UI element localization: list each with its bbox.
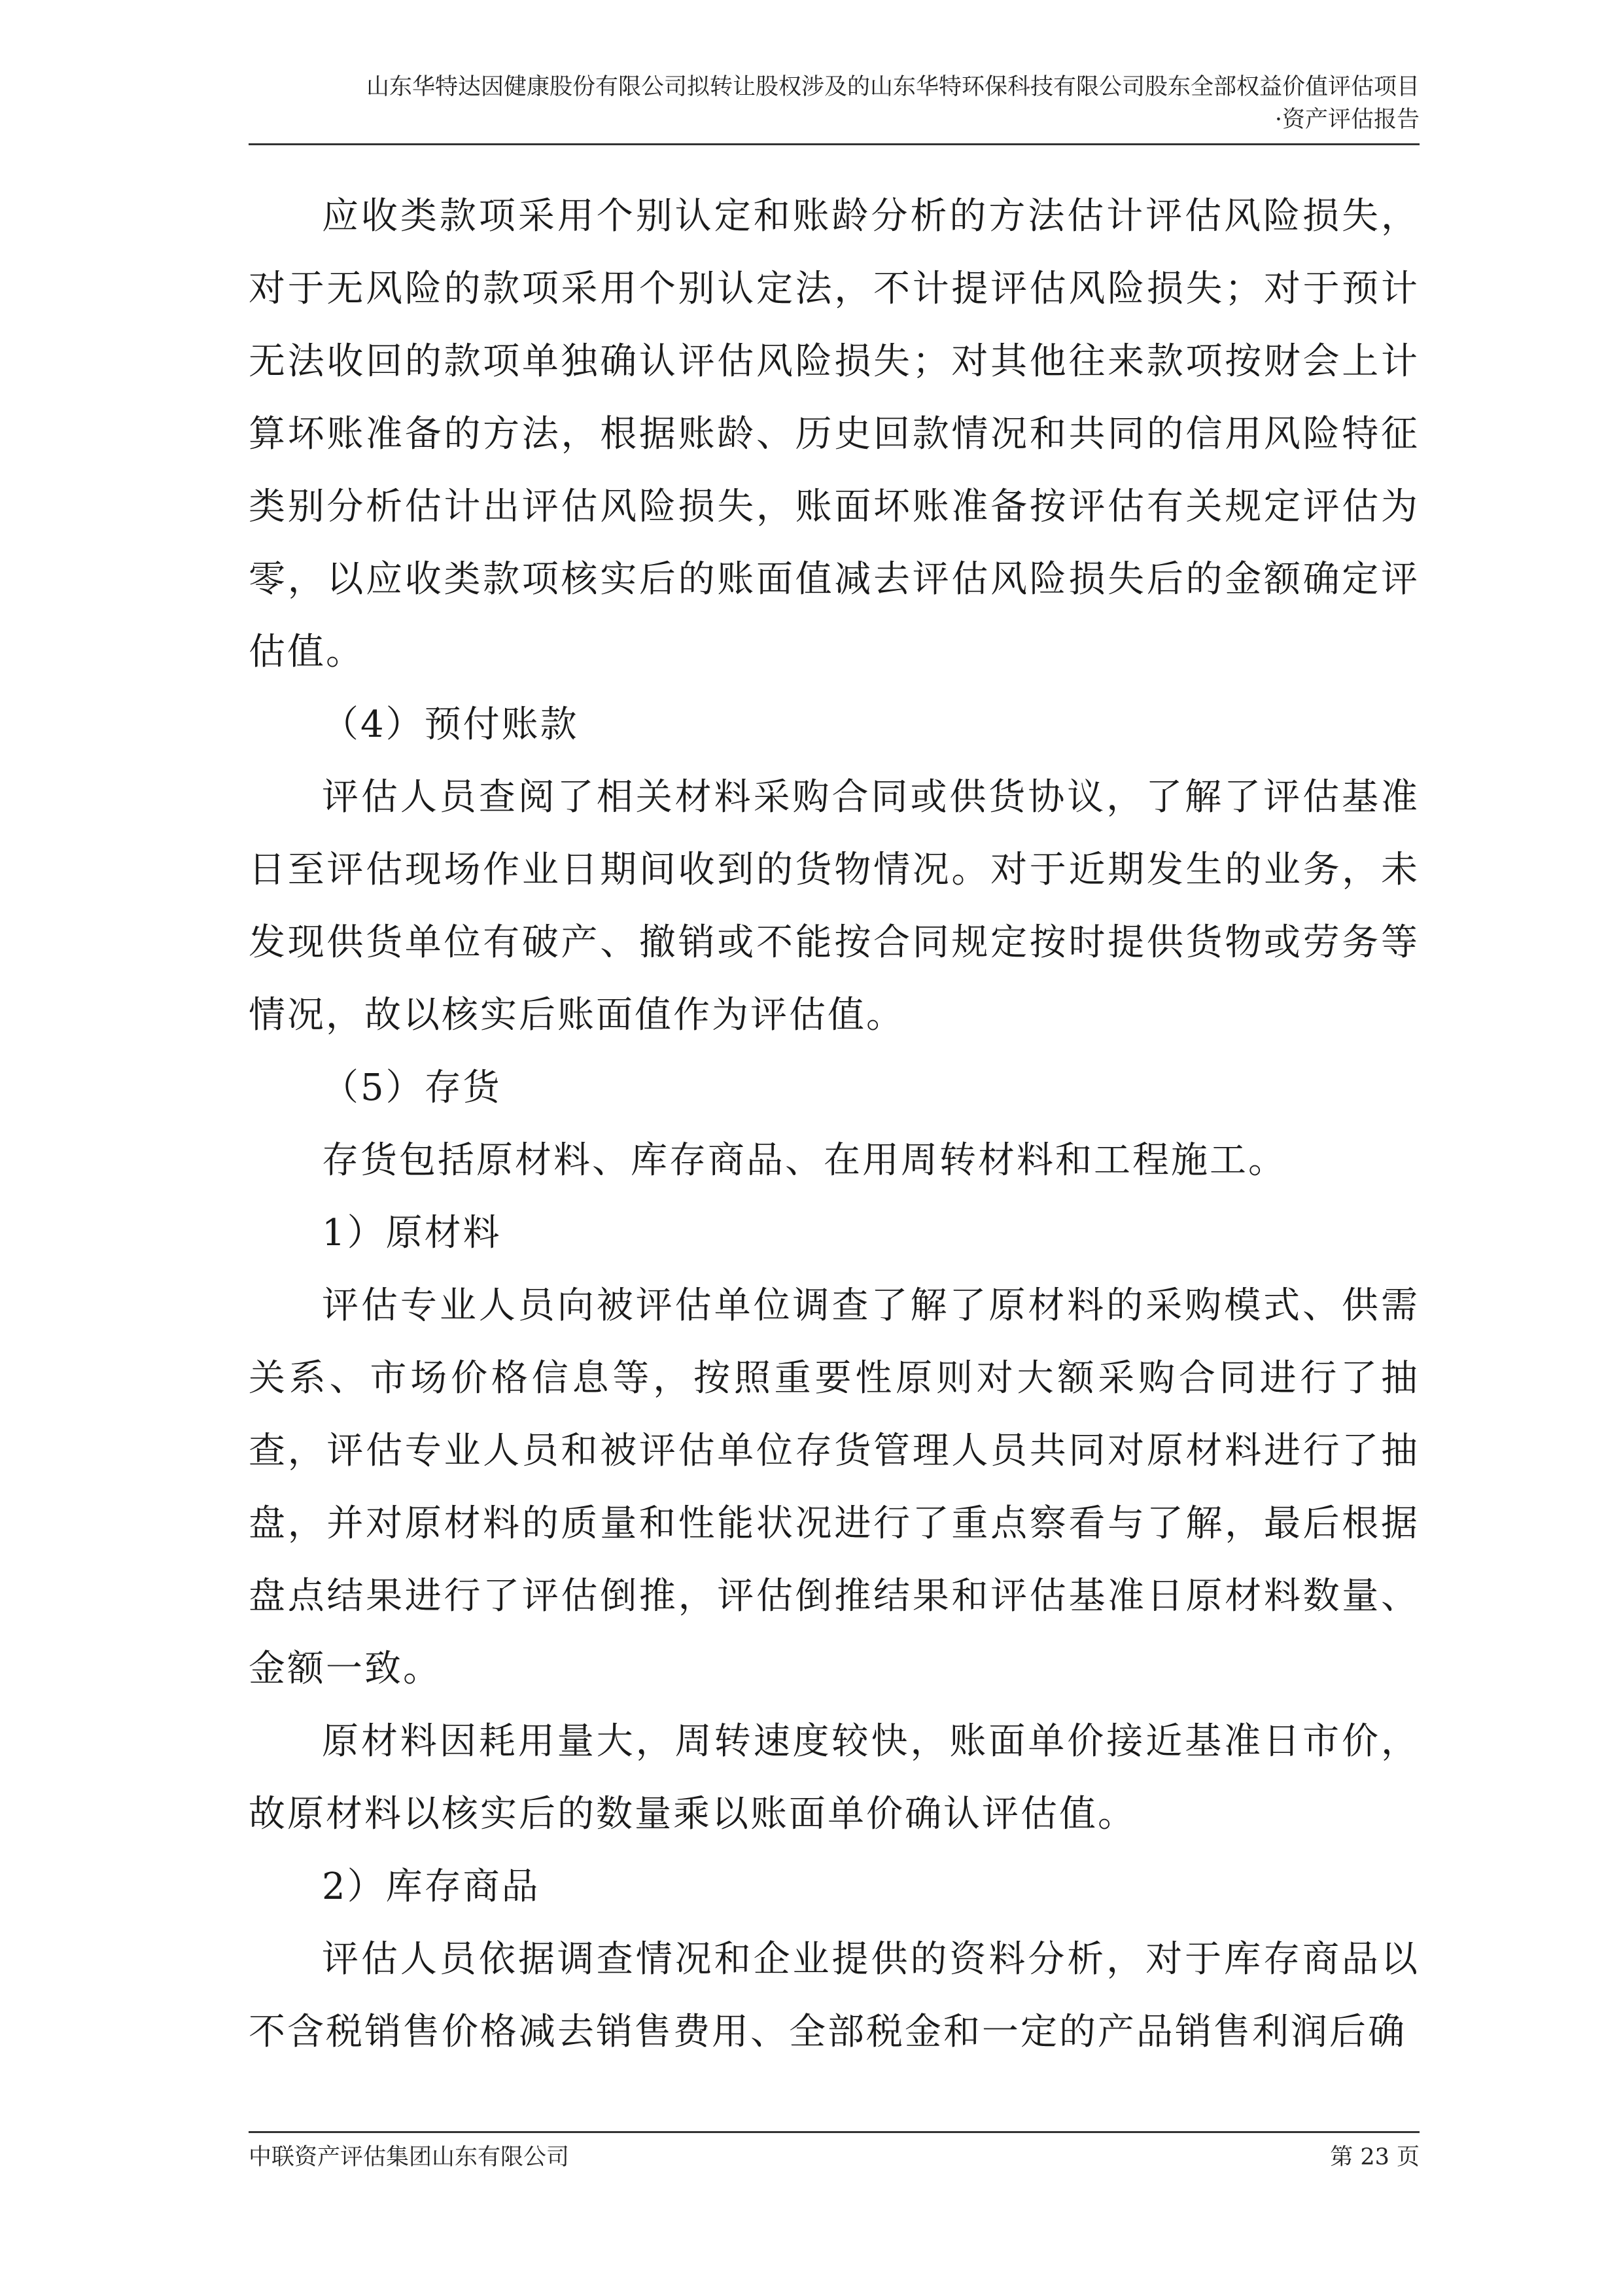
heading-raw-materials: 1）原材料 <box>322 1212 502 1254</box>
paragraph-receivables-method: 应收类款项采用个别认定和账龄分析的方法估计评估风险损失，对于无风险的款项采用个别认定法，不计提评估风险损失；对于预计无法收回的款项单独确认评估风险损失；对其他往来款项按财会上计算坏账准备的方法，根据账龄、历史回款情况和共同的信用风险特征类别分析估计出评估风险损失，账面坏账准备按评估有关规定评估为零，以应收类款项核实后的账面值减去评估风险损失后的金额确定评估值。 <box>249 195 1420 673</box>
paragraph-finished-goods: 评估人员依据调查情况和企业提供的资料分析，对于库存商品以不含税销售价格减去销售费用、全部税金和一定的产品销售利润后确 <box>249 1938 1420 2053</box>
page-number: 第 23 页 <box>1330 2144 1420 2170</box>
paragraph-inventory-scope: 存货包括原材料、库存商品、在用周转材料和工程施工。 <box>322 1139 1287 1182</box>
header-title-line1: 山东华特达因健康股份有限公司拟转让股权涉及的山东华特环保科技有限公司股东全部权益价值评估项目 <box>366 74 1420 100</box>
heading-finished-goods: 2）库存商品 <box>322 1865 540 1908</box>
paragraph-prepayments: 评估人员查阅了相关材料采购合同或供货协议，了解了评估基准日至评估现场作业日期间收到的货物情况。对于近期发生的业务，未发现供货单位有破产、撤销或不能按合同规定按时提供货物或劳务等情况，故以核实后账面值作为评估值。 <box>249 776 1420 1036</box>
footer-company: 中联资产评估集团山东有限公司 <box>249 2144 570 2170</box>
paragraph-raw-materials-survey: 评估专业人员向被评估单位调查了解了原材料的采购模式、供需关系、市场价格信息等，按照重要性原则对大额采购合同进行了抽查，评估专业人员和被评估单位存货管理人员共同对原材料进行了抽盘，并对原材料的质量和性能状况进行了重点察看与了解，最后根据盘点结果进行了评估倒推，评估倒推结果和评估基准日原材料数量、金额一致。 <box>249 1284 1420 1690</box>
paragraph-raw-materials-valuation: 原材料因耗用量大，周转速度较快，账面单价接近基准日市价，故原材料以核实后的数量乘以账面单价确认评估值。 <box>249 1720 1420 1835</box>
header-title-line2: ·资产评估报告 <box>1274 107 1420 133</box>
footer-divider <box>249 2131 1420 2133</box>
heading-inventory: （5）存货 <box>322 1067 502 1109</box>
page-header <box>249 71 1420 136</box>
header-divider <box>249 143 1420 145</box>
document-body <box>249 180 1420 2068</box>
heading-prepayments: （4）预付账款 <box>322 703 579 746</box>
